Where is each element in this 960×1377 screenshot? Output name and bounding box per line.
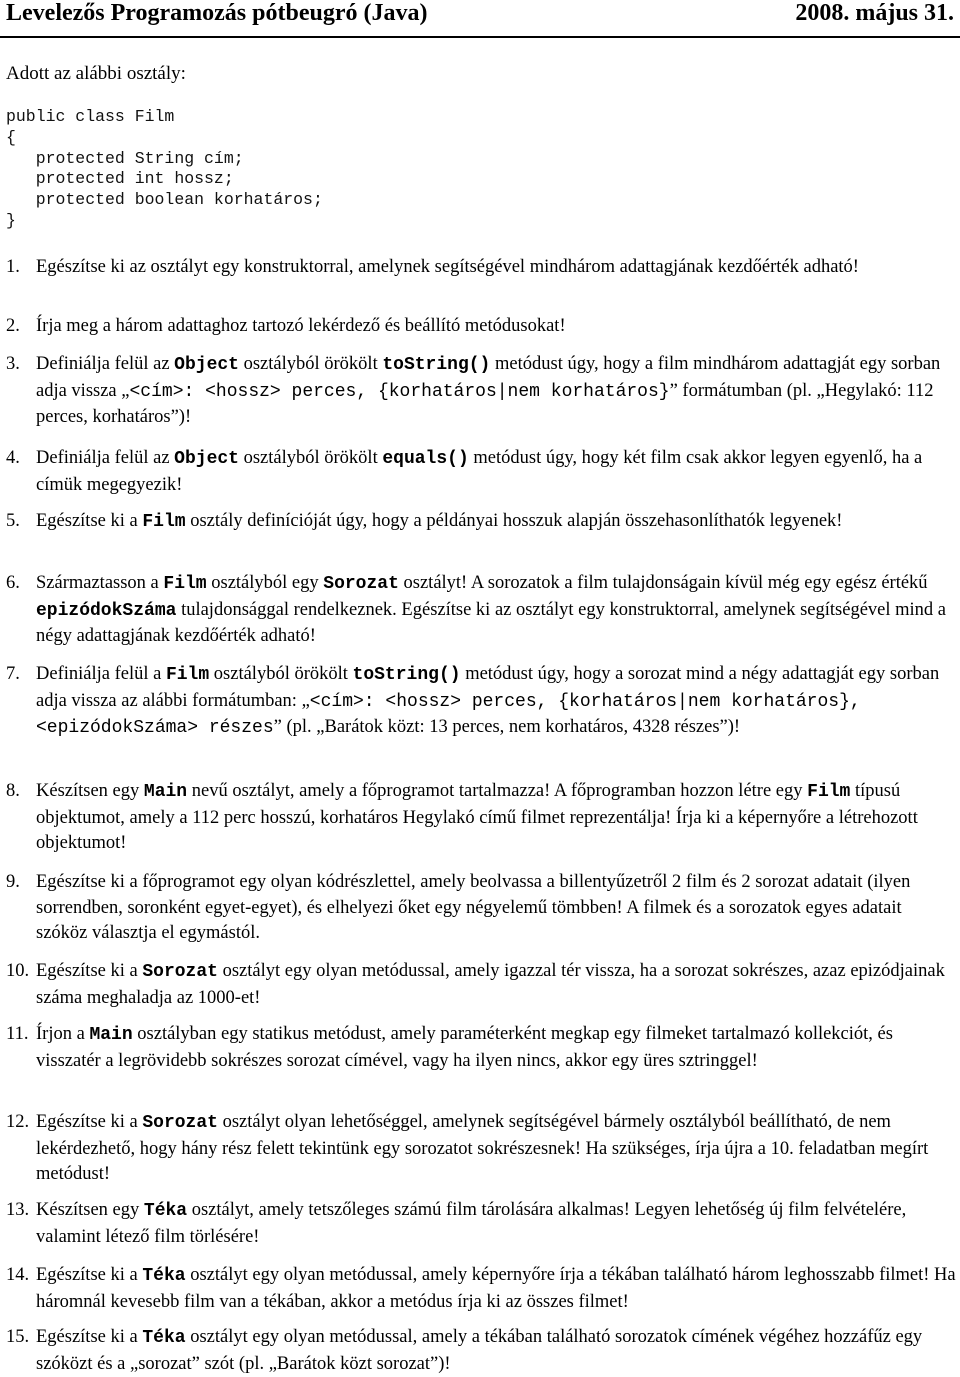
text-run: Egészítse ki a [36,1265,143,1285]
text-run: Egészítse ki a [36,961,143,981]
task-text [36,1022,956,1074]
task-number: 4. [6,448,20,468]
code-line: { [6,127,16,147]
task-text [36,509,956,536]
task-item [6,1110,956,1188]
task-text [36,255,956,281]
task-number: 3. [6,354,20,374]
text-run: ” formátumban (pl. „Hegylakó: 112 perces, korhatáros”)! [36,380,934,427]
task-item [6,870,956,947]
text-run: Egészítse ki a [36,511,143,531]
task-item [6,1263,956,1315]
text-run: Készítsen egy [36,781,144,801]
task-item [6,446,956,498]
text-run: osztályt, amely tetszőleges számú film tárolására alkalmas! Legyen lehetőség új film felvételére, valamint létező film törlésére! [36,1200,907,1247]
header-rule [0,36,960,38]
task-item [6,255,956,281]
code-identifier: toString() [382,355,491,375]
task-item [6,571,956,650]
code-line: protected String cím; [6,148,244,168]
code-identifier: Téka [142,1328,186,1348]
task-number: 5. [6,511,20,531]
task-item [6,1198,956,1250]
task-text [36,446,956,498]
task-text [36,662,956,742]
task-number: 7. [6,664,20,684]
code-identifier: Film [142,512,186,532]
task-number: 1. [6,257,20,277]
text-run: Egészítse ki az osztályt egy konstruktorral, amelynek segítségével mindhárom adattagjának kezdőérték adható! [36,257,859,277]
text-run: osztályban egy statikus metódust, amely paraméterként megkap egy filmeket tartalmazó kollekciót, és visszatér a legrövidebb sokrészes sorozat címével, vagy ha ilyen nincs, akkor egy üres sztringgel! [36,1024,893,1071]
task-number: 14. [6,1265,30,1285]
text-run: Definiálja felül a [36,664,166,684]
text-run: Egészítse ki a [36,1327,143,1347]
text-run: Írja meg a három adattaghoz tartozó lekérdező és beállító metódusokat! [36,316,566,336]
task-text [36,1325,956,1377]
task-item [6,779,956,857]
text-run: Egészítse ki a [36,1112,143,1132]
code-identifier: Sorozat [323,574,399,594]
text-run: ” (pl. „Barátok közt: 13 perces, nem korhatáros, 4328 részes”)! [273,717,741,737]
text-run: metódust úgy, hogy a sorozat mind a négy adattagját egy sorban adja vissza az alábbi formátumban: „ [36,664,940,711]
code-identifier: Object [174,355,239,375]
task-number: 8. [6,781,20,801]
task-text [36,352,956,431]
document-date: 2008. május 31. [795,0,954,26]
task-item [6,1325,956,1377]
code-identifier: Sorozat [142,1113,218,1133]
task-item [6,352,956,431]
text-run: Egészítse ki a főprogramot egy olyan kódrészlettel, amely beolvassa a billentyűzetről 2 film és 2 sorozat adatait (ilyen sorrendben, soronként egyet-egyet), és elhelyezi őket egy négyelemű tömbben! A filmek és a sorozatok egyes adatait szóköz választja el egymástól. [36,872,911,943]
task-number: 12. [6,1112,30,1132]
code-identifier: Téka [143,1201,188,1221]
task-item [6,509,956,536]
text-run: osztályból egy [206,573,324,593]
code-identifier: Film [165,665,210,685]
task-number: 11. [6,1024,29,1044]
text-run: osztály definícióját úgy, hogy a példányai hosszuk alapján összehasonlíthatók legyenek! [185,511,843,531]
task-number: 9. [6,872,20,892]
document-title: Levelezős Programozás pótbeugró (Java) [6,0,428,26]
code-identifier: toString() [352,665,461,685]
text-run: Írjon a [36,1024,90,1044]
text-run: osztályt egy olyan metódussal, amely igazzal tér vissza, ha a sorozat sokrészes, azaz epizódjainak száma meghaladja az 1000-et! [36,961,945,1008]
task-text [36,959,956,1011]
text-run: nevű osztályt, amely a főprogramot tartalmazza! A főprogramban hozzon létre egy [187,781,808,801]
task-item [6,1022,956,1074]
task-text [36,1110,956,1188]
code-identifier: Sorozat [142,962,218,982]
page-header [6,0,954,30]
code-identifier: Téka [142,1266,186,1286]
code-identifier: Object [174,449,239,469]
text-run: osztályt egy olyan metódussal, amely képernyőre írja a tékában található három leghosszabb filmet! Ha háromnál kevesebb film van a tékában, akkor a metódus írja ki az összes filmet! [36,1265,956,1312]
code-format: <cím>: <hossz> perces, {korhatáros|nem korhatáros} [129,381,670,402]
code-identifier: Film [807,782,851,802]
text-run: osztályt! A sorozatok a film tulajdonságain kívül még egy egész értékű [398,573,928,593]
code-identifier: Main [143,782,188,802]
code-identifier: Main [89,1025,133,1045]
text-run: típusú objektumot, amely a 112 perc hosszú, korhatáros Hegylakó című filmet reprezentálja! Írja ki a képernyőre a létrehozott objektumot! [36,781,918,853]
task-item [6,662,956,742]
text-run: osztályból örökölt [238,448,383,468]
text-run: metódust úgy, hogy két film csak akkor legyen egyenlő, ha a címük megegyezik! [36,448,923,495]
task-item [6,314,956,340]
text-run: osztályból örökölt [209,664,353,684]
task-number: 10. [6,961,30,981]
code-line: } [6,210,16,230]
task-text [36,870,956,947]
task-number: 13. [6,1200,30,1220]
code-identifier: epizódokSzáma [36,600,177,621]
task-text [36,779,956,857]
text-run: osztályból örökölt [238,354,383,374]
text-run: osztályt olyan lehetőséggel, amelynek segítségével bármely osztályból beállítható, de nem lekérdezhető, hogy hány rész felett tekintünk egy sorozatot sokrészesnek! Ha szükséges, írja újra a 10. feladatban megírt metódust! [36,1112,929,1184]
code-block [6,107,323,232]
code-line: protected int hossz; [6,169,234,189]
task-item [6,959,956,1011]
text-run: Származtasson a [36,573,164,593]
text-run: metódust úgy, hogy a film mindhárom adattagját egy sorban adja vissza „ [36,354,941,401]
task-number: 2. [6,316,20,336]
task-text [36,314,956,340]
text-run: Definiálja felül az [36,448,175,468]
text-run: Készítsen egy [36,1200,144,1220]
code-identifier: equals() [382,449,469,469]
task-text [36,1263,956,1315]
task-text [36,1198,956,1250]
intro-text: Adott az alábbi osztály: [6,63,186,84]
text-run: tulajdonsággal rendelkeznek. Egészítse ki az osztályt egy konstruktorral, amelynek segítségével mind a négy adattagjának kezdőérték adható! [36,599,946,646]
task-text [36,571,956,650]
code-line: protected boolean korhatáros; [6,190,323,210]
code-identifier: Film [163,574,207,594]
code-line: public class Film [6,107,175,126]
text-run: osztályt egy olyan metódussal, amely a tékában található sorozatok címének végéhez hozzáfűz egy szóközt és a „sorozat” szót (pl. „Barátok közt sorozat”)! [36,1327,923,1374]
code-format: <cím>: <hossz> perces, {korhatáros|nem korhatáros}, <epizódokSzáma> részes [36,691,861,738]
task-number: 6. [6,573,20,593]
task-number: 15. [6,1327,30,1347]
text-run: Definiálja felül az [36,354,175,374]
